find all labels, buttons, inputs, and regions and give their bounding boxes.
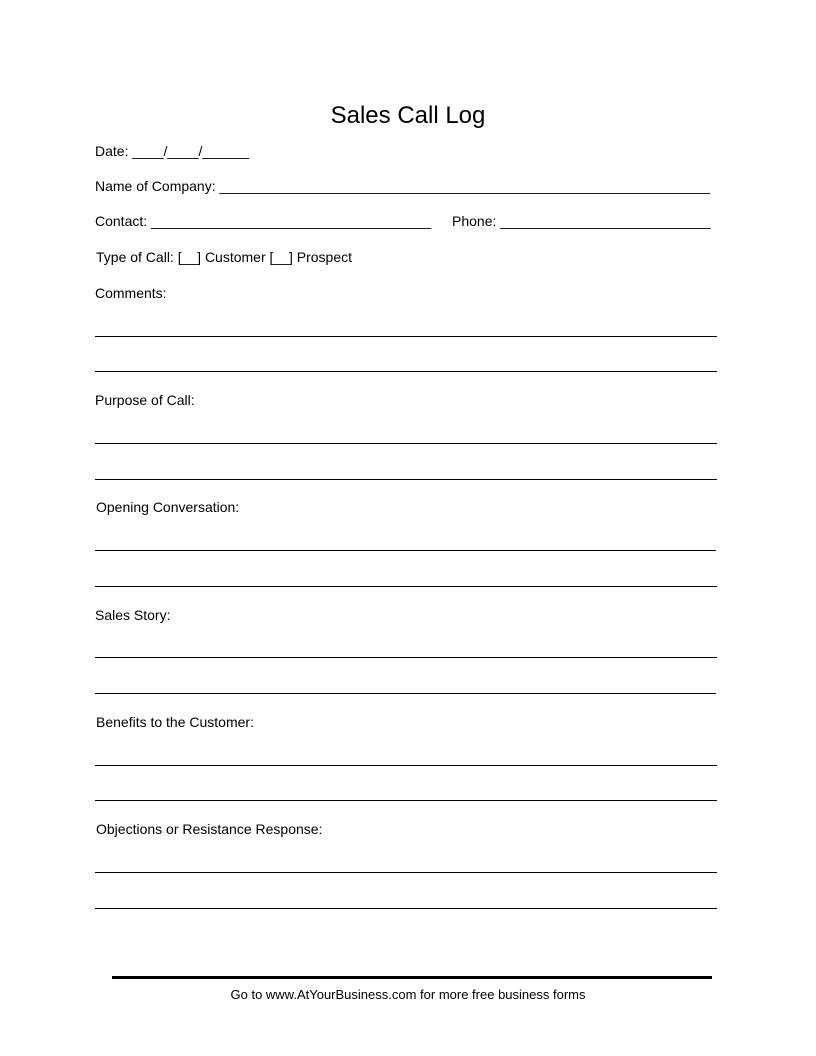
purpose-writing-line-1[interactable] xyxy=(95,443,717,444)
opening-writing-line-1[interactable] xyxy=(95,550,716,551)
section-label-opening-conversation: Opening Conversation: xyxy=(96,499,240,515)
footer-divider xyxy=(112,976,712,979)
section-label-benefits: Benefits to the Customer: xyxy=(96,714,254,730)
section-label-sales-story: Sales Story: xyxy=(95,607,171,623)
benefits-writing-line-1[interactable] xyxy=(95,765,717,766)
sales-story-writing-line-1[interactable] xyxy=(95,657,717,658)
purpose-writing-line-2[interactable] xyxy=(95,479,717,480)
type-of-call-field[interactable]: Type of Call: [__] Customer [__] Prospect xyxy=(96,249,353,265)
sales-story-writing-line-2[interactable] xyxy=(95,693,716,694)
form-title: Sales Call Log xyxy=(330,102,486,129)
phone-field[interactable]: Phone: ___________________________ xyxy=(452,213,711,229)
comments-writing-line-2[interactable] xyxy=(95,371,717,372)
company-name-field[interactable]: Name of Company: _______________________________________________________________ xyxy=(95,178,711,194)
comments-writing-line-1[interactable] xyxy=(95,336,717,337)
objections-writing-line-2[interactable] xyxy=(95,908,717,909)
benefits-writing-line-2[interactable] xyxy=(95,800,717,801)
section-label-purpose-of-call: Purpose of Call: xyxy=(95,392,195,408)
contact-field[interactable]: Contact: ____________________________________ xyxy=(95,213,432,229)
footer-text: Go to www.AtYourBusiness.com for more free business forms xyxy=(230,987,586,1002)
opening-writing-line-2[interactable] xyxy=(95,586,717,587)
section-label-comments: Comments: xyxy=(95,285,167,301)
date-field[interactable]: Date: ____/____/______ xyxy=(95,143,250,159)
objections-writing-line-1[interactable] xyxy=(95,872,717,873)
section-label-objections: Objections or Resistance Response: xyxy=(96,821,323,837)
